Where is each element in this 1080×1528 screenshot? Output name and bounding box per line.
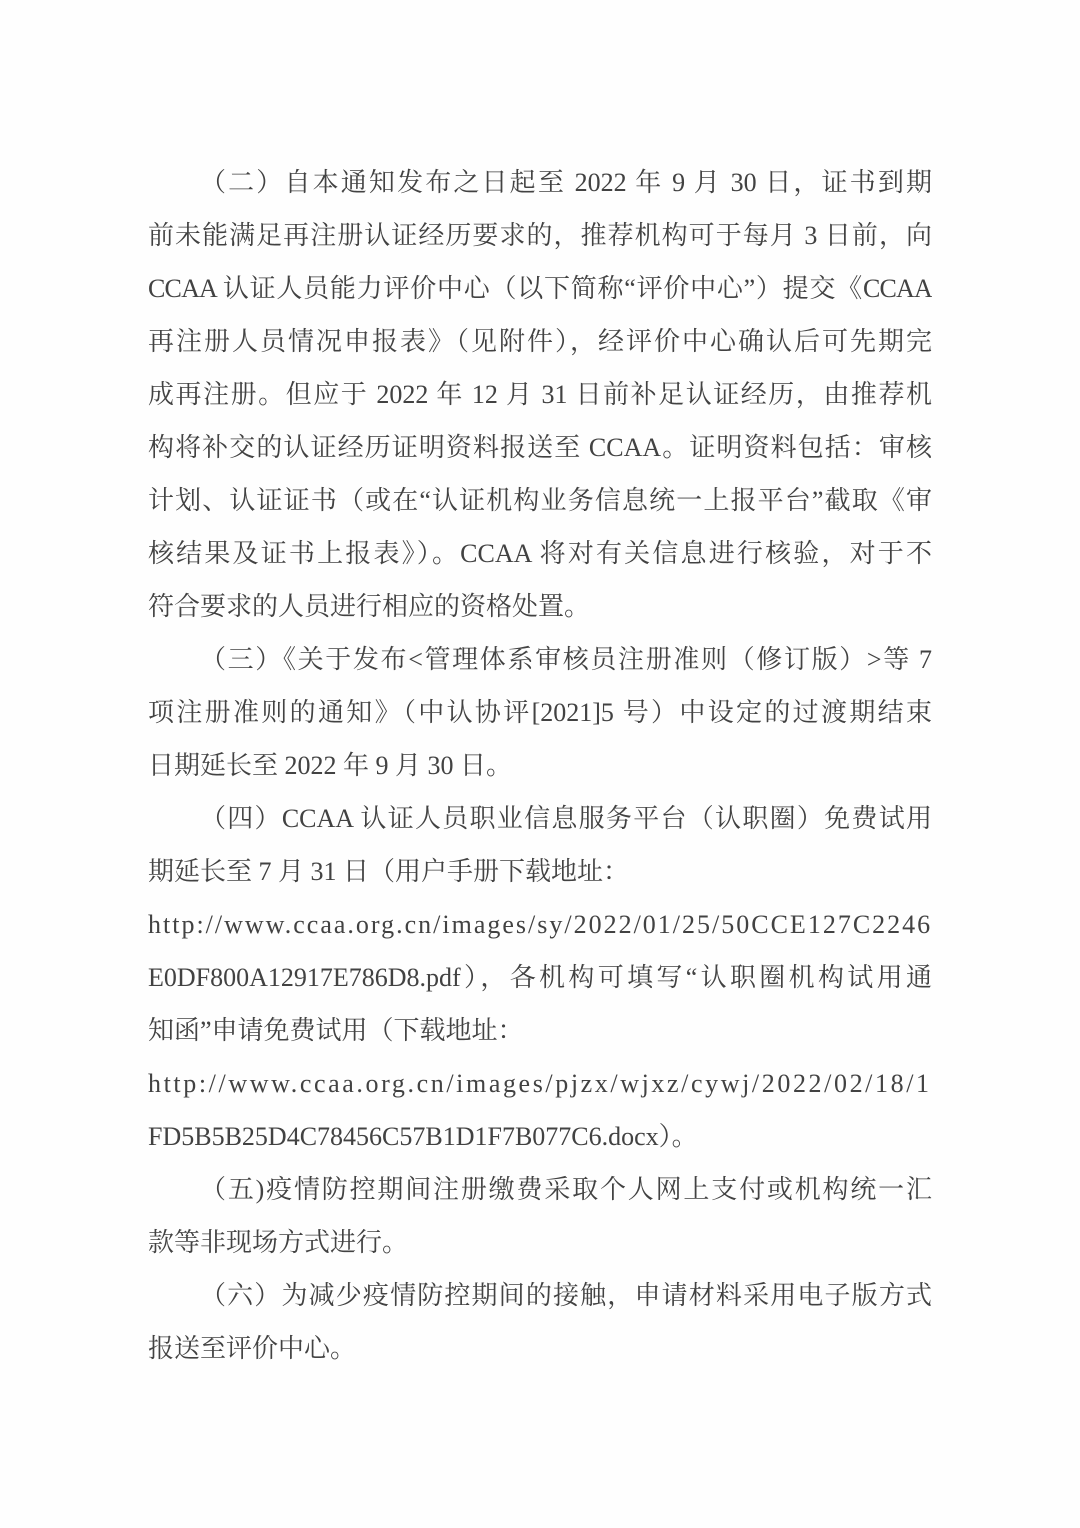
notice-line-23: 报送至评价中心。 — [148, 1334, 357, 1363]
notice-line-15-url: http://www.ccaa.org.cn/images/sy/2022/01/25/50CCE127C2246 — [148, 910, 932, 939]
notice-line-01: （二）自本通知发布之日起至 2022 年 9 月 30 日，证书到期 — [200, 168, 932, 197]
notice-line-18-url: http://www.ccaa.org.cn/images/pjzx/wjxz/cywj/2022/02/18/1 — [148, 1069, 932, 1098]
notice-line-14: 期延长至 7 月 31 日（用户手册下载地址： — [148, 857, 630, 886]
notice-line-07: 计划、认证证书（或在“认证机构业务信息统一上报平台”截取《审 — [148, 486, 932, 515]
notice-text-block — [148, 156, 932, 1375]
notice-line-22: （六）为减少疫情防控期间的接触，申请材料采用电子版方式 — [200, 1281, 932, 1310]
notice-line-09: 符合要求的人员进行相应的资格处置。 — [148, 592, 591, 621]
notice-line-21: 款等非现场方式进行。 — [148, 1228, 409, 1257]
notice-line-08: 核结果及证书上报表》）。CCAA 将对有关信息进行核验，对于不 — [148, 539, 932, 568]
notice-line-05: 成再注册。但应于 2022 年 12 月 31 日前补足认证经历，由推荐机 — [148, 380, 932, 409]
notice-line-12: 日期延长至 2022 年 9 月 30 日。 — [148, 751, 513, 780]
notice-line-16: E0DF800A12917E786D8.pdf），各机构可填写“认职圈机构试用通 — [148, 963, 932, 992]
notice-line-17: 知函”申请免费试用（下载地址： — [148, 1016, 524, 1045]
notice-line-19: FD5B5B25D4C78456C57B1D1F7B077C6.docx）。 — [148, 1122, 698, 1151]
notice-line-20: （五)疫情防控期间注册缴费采取个人网上支付或机构统一汇 — [200, 1175, 932, 1204]
notice-line-10: （三）《关于发布<管理体系审核员注册准则（修订版）>等 7 — [200, 645, 932, 674]
notice-line-02: 前未能满足再注册认证经历要求的，推荐机构可于每月 3 日前，向 — [148, 221, 932, 250]
notice-line-13: （四）CCAA 认证人员职业信息服务平台（认职圈）免费试用 — [200, 804, 932, 833]
notice-line-06: 构将补交的认证经历证明资料报送至 CCAA。证明资料包括：审核 — [148, 433, 932, 462]
notice-line-03: CCAA 认证人员能力评价中心（以下简称“评价中心”）提交《CCAA — [148, 274, 932, 303]
notice-line-11: 项注册准则的通知》（中认协评[2021]5 号）中设定的过渡期结束 — [148, 698, 932, 727]
notice-line-04: 再注册人员情况申报表》（见附件），经评价中心确认后可先期完 — [148, 327, 932, 356]
